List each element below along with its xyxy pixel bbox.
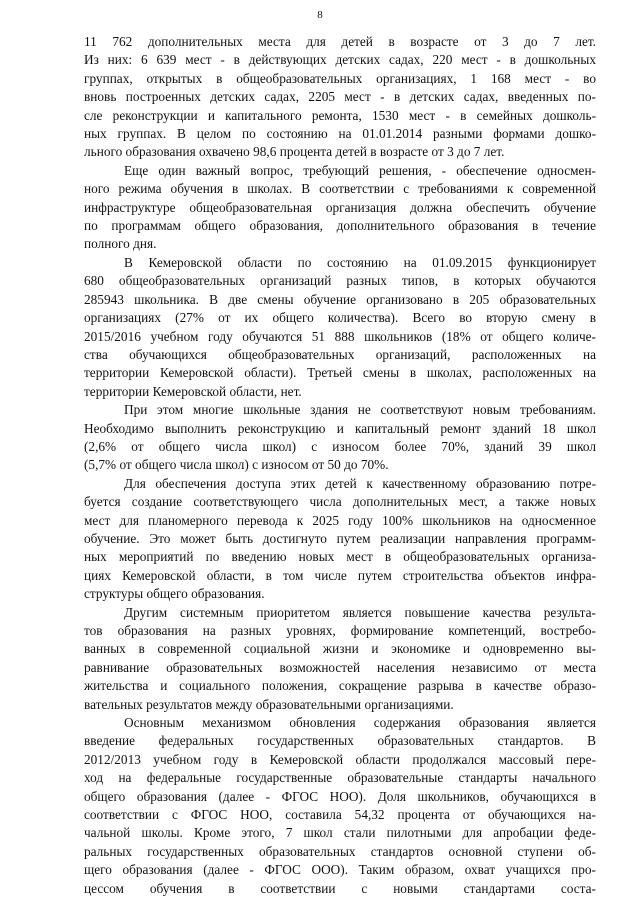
body-text	[84, 33, 596, 898]
paragraph	[84, 604, 596, 714]
text-line: буется создание соответствующего числа дополнительных мест, а также новых	[84, 494, 596, 510]
text-line: При этом многие школьные здания не соответствуют новым требованиям.	[124, 402, 596, 418]
text-line: мест для планомерного перевода к 2025 году 100% школьников на односменное	[84, 512, 596, 528]
text-line: Основным механизмом обновления содержания образования является	[124, 715, 596, 731]
text-line: организациях (27% от их общего количества). Всего во вторую смену в	[84, 310, 596, 326]
text-line: 2012/2013 учебном году в Кемеровской области продолжался массовый пере-	[84, 751, 596, 767]
text-line: соответствии с ФГОС НОО, составила 54,32 процента от обучающихся на-	[84, 807, 596, 823]
text-line: жительства и социального положения, сокращение разрыва в качестве образо-	[84, 678, 596, 694]
paragraph	[84, 33, 596, 162]
text-line: Еще один важный вопрос, требующий решения, - обеспечение односмен-	[124, 162, 596, 178]
text-line: Другим системным приоритетом является повышение качества результа-	[124, 604, 596, 620]
text-line: Из них: 6 639 мест - в действующих детских садах, 220 мест - в дошкольных	[84, 52, 596, 68]
text-line: вновь построенных детских садах, 2205 мест - в детских садах, введенных по-	[84, 89, 596, 105]
text-line: 680 общеобразовательных организаций разных типов, в которых обучаются	[84, 273, 596, 289]
text-line: льного образования охвачено 98,6 процента детей в возрасте от 3 до 7 лет.	[84, 144, 505, 160]
paragraph	[84, 162, 596, 254]
text-line: щего образования (далее - ФГОС ООО). Таким образом, охват учащихся про-	[84, 862, 596, 878]
page-number: 8	[317, 9, 323, 21]
paragraph	[84, 254, 596, 401]
text-line: введение федеральных государственных образовательных стандартов. В	[84, 733, 596, 749]
text-line: ных группах. В целом по состоянию на 01.01.2014 разными формами дошко-	[84, 126, 596, 142]
text-line: 2015/2016 учебном году обучаются 51 888 школьников (18% от общего количе-	[84, 328, 596, 344]
text-line: ных мероприятий по введению новых мест в общеобразовательных организа-	[84, 549, 596, 565]
text-line: общего образования (далее - ФГОС НОО). Доля школьников, обучающихся в	[84, 788, 596, 804]
text-line: (2,6% от общего числа школ) с износом более 70%, зданий 39 школ	[84, 438, 596, 454]
paragraph	[84, 475, 596, 604]
text-line: территории Кемеровской области). Третьей смены в школах, расположенных на	[84, 365, 596, 381]
text-line: группах, открытых в общеобразовательных организациях, 1 168 мест - во	[84, 70, 596, 86]
text-line: вательных результатов между образовательными организациями.	[84, 696, 454, 712]
text-line: Для обеспечения доступа этих детей к качественному образованию потре-	[124, 475, 596, 491]
text-line: территории Кемеровской области, нет.	[84, 383, 302, 399]
text-line: сле реконструкции и капитального ремонта, 1530 мест - в семейных дошколь-	[84, 107, 596, 123]
text-line: (5,7% от общего числа школ) с износом от 50 до 70%.	[84, 457, 389, 473]
text-line: инфраструктуре общеобразовательная организация должна обеспечить обучение	[84, 199, 596, 215]
text-line: 11 762 дополнительных места для детей в возрасте от 3 до 7 лет.	[84, 34, 596, 49]
text-line: ральных государственных образовательных стандартов основной ступени об-	[84, 843, 596, 859]
text-line: структуры общего образования.	[84, 586, 265, 602]
text-line: ного режима обучения в школах. В соответствии с требованиями к современной	[84, 181, 596, 197]
text-line: ства обучающихся общеобразовательных организаций, расположенных на	[84, 346, 596, 362]
text-line: 285943 школьника. В две смены обучение организовано в 205 образовательных	[84, 291, 596, 307]
text-line: Необходимо выполнить реконструкцию и капитальный ремонт зданий 18 школ	[84, 420, 596, 436]
paragraph	[84, 401, 596, 475]
text-line: по программам общего образования, дополнительного образования в течение	[84, 218, 596, 234]
paragraph	[84, 714, 596, 898]
text-line: ход на федеральные государственные образовательные стандарты начального	[84, 770, 596, 786]
text-line: чальной школы. Кроме этого, 7 школ стали пилотными для апробации феде-	[84, 825, 596, 841]
text-line: циях Кемеровской области, в том числе путем строительства объектов инфра-	[84, 567, 596, 583]
text-line: В Кемеровской области по состоянию на 01.09.2015 функционирует	[124, 254, 596, 270]
text-line: обучение. Это может быть достигнуто путем реализации направления программ-	[84, 530, 596, 546]
text-line: полного дня.	[84, 236, 157, 252]
text-line: цессом обучения в соответствии с новыми стандартами соста-	[84, 880, 596, 896]
text-line: ванных в современной социальной жизни и экономике и одновременно вы-	[84, 641, 596, 657]
text-line: равнивание образовательных возможностей населения независимо от места	[84, 659, 596, 675]
text-line: тов образования на разных уровнях, формирование компетенций, востребо-	[84, 623, 596, 638]
